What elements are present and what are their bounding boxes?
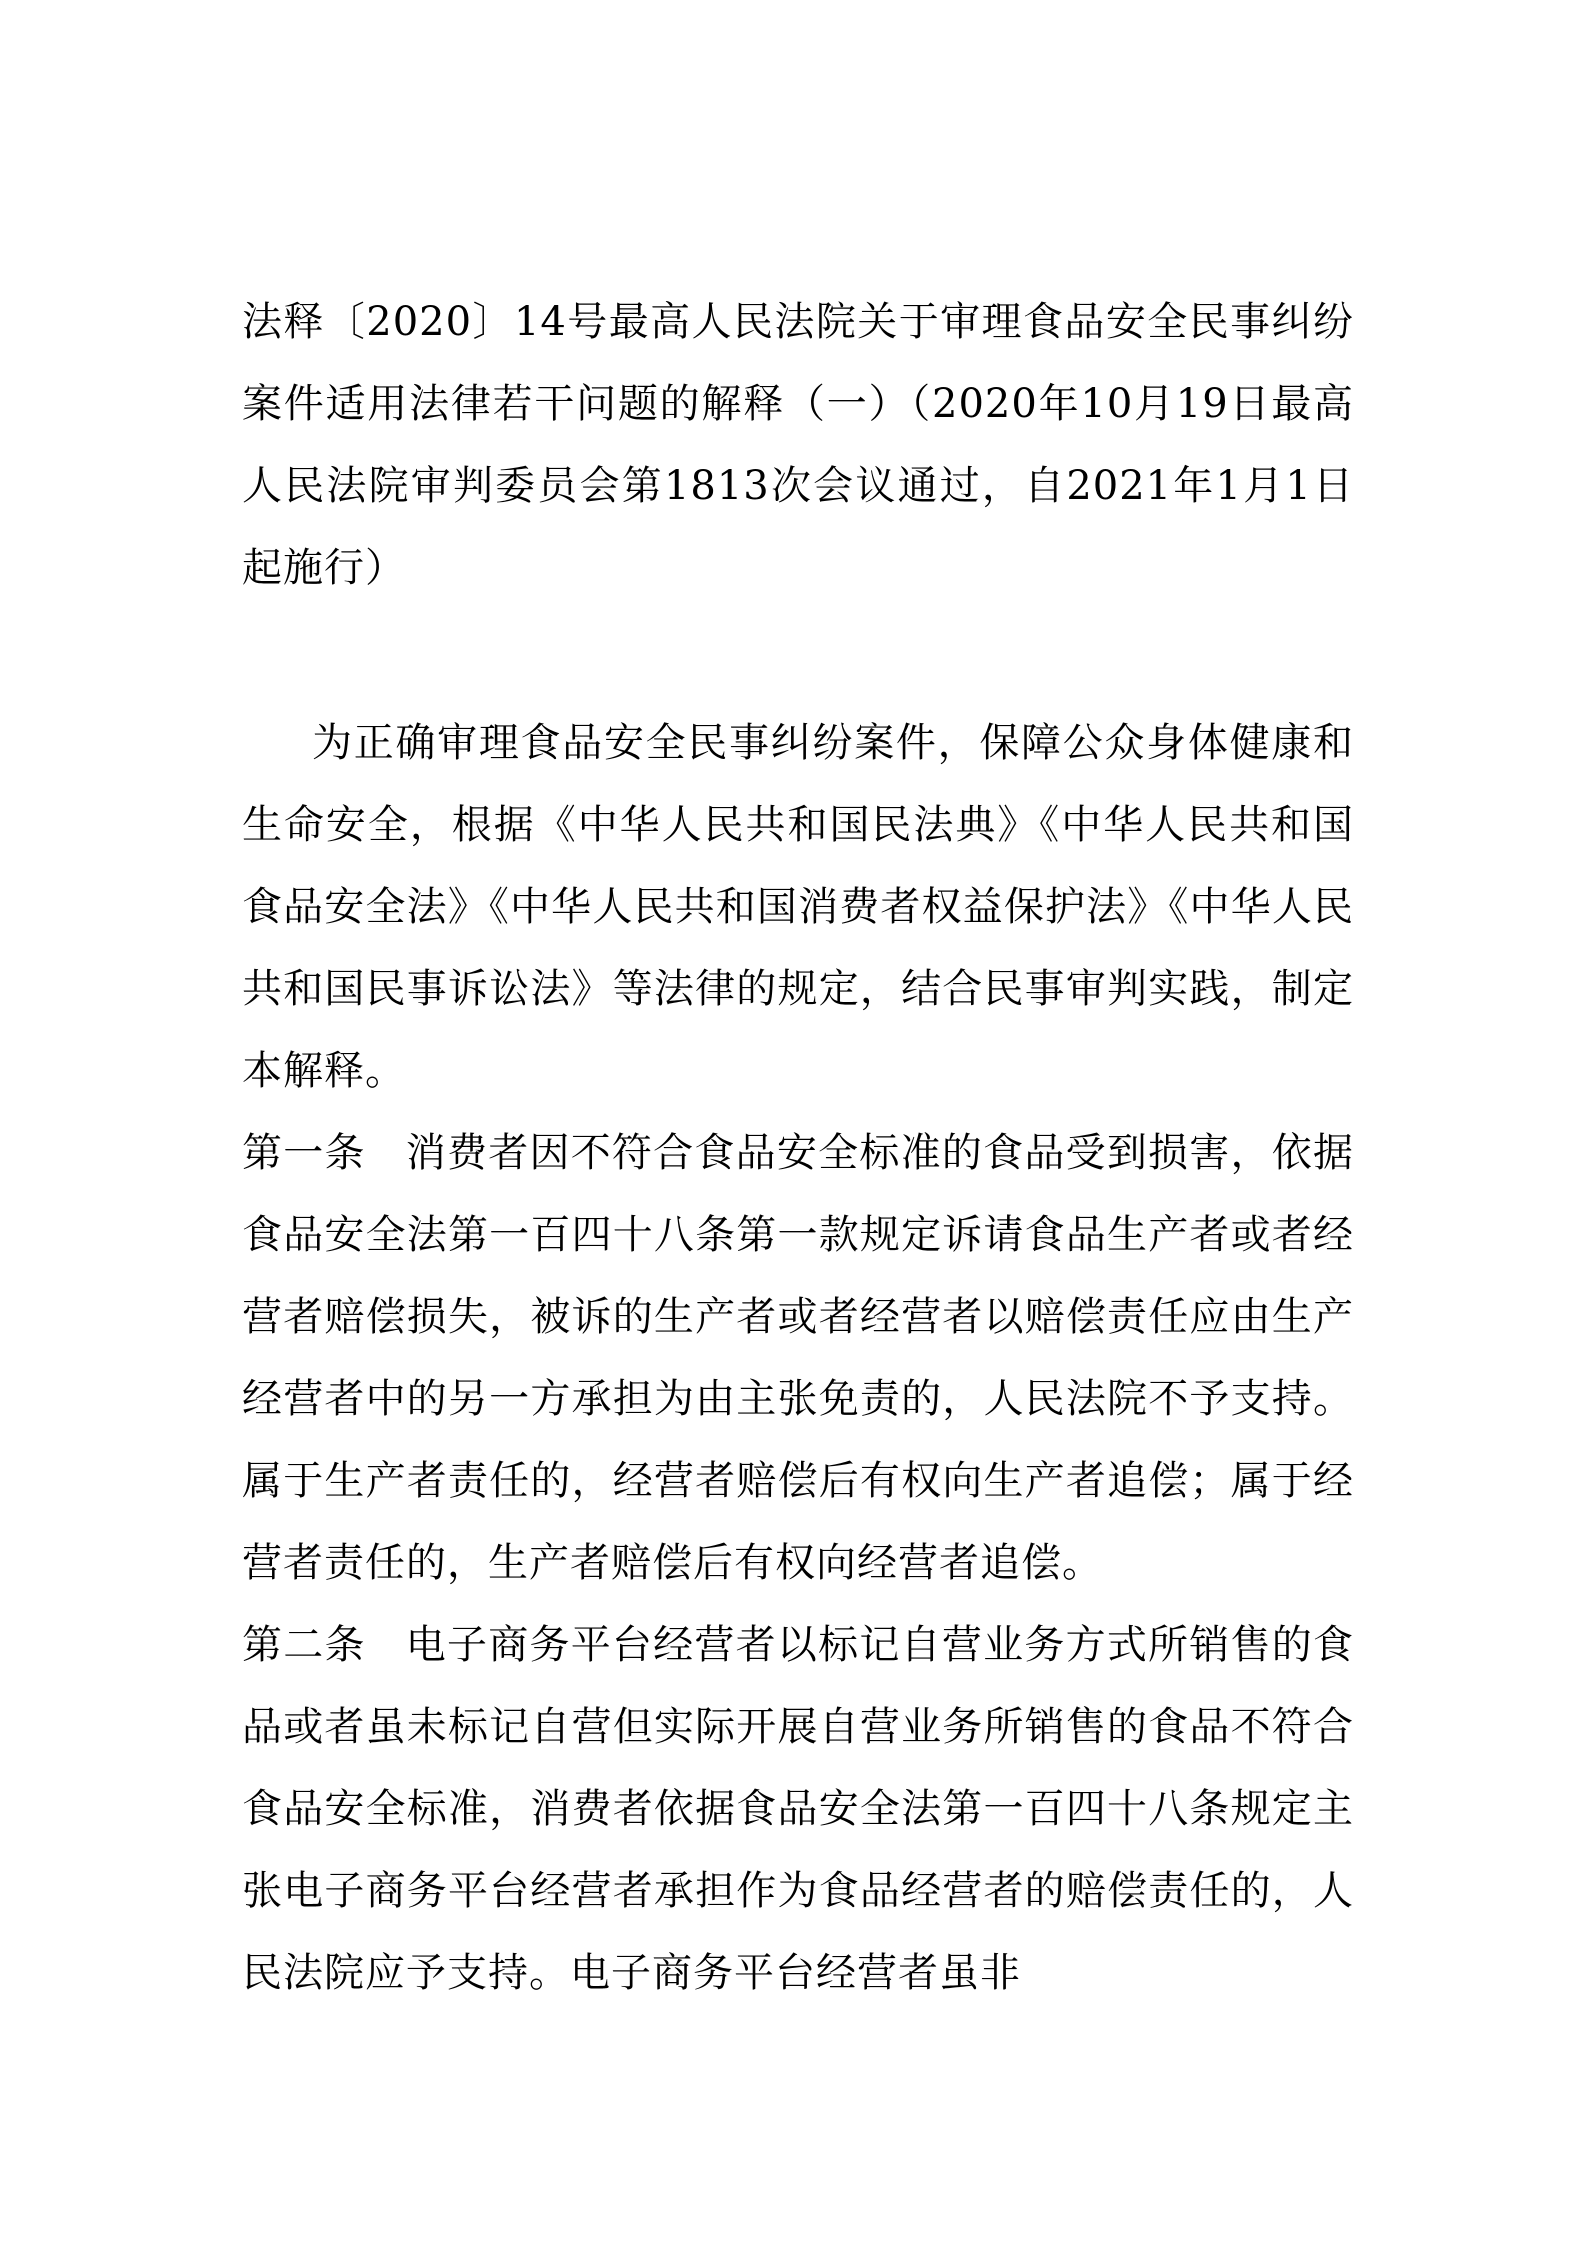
title-text: 法释〔2020〕14号最高人民法院关于审理食品安全民事纠纷案件适用法律若干问题的解释（一）（2020年10月19日最高人民法院审判委员会第1813次会议通过，自2021年1月1日起施行） (242, 299, 1354, 591)
preamble (242, 702, 1354, 1112)
articles-list (242, 1112, 1354, 2014)
article-2 (242, 1604, 1354, 2014)
preamble-text: 为正确审理食品安全民事纠纷案件，保障公众身体健康和生命安全，根据《中华人民共和国民法典》《中华人民共和国食品安全法》《中华人民共和国消费者权益保护法》《中华人民共和国民事诉讼法》等法律的规定，结合民事审判实践，制定本解释。 (242, 720, 1354, 1094)
article-2-number: 第二条 (242, 1622, 366, 1668)
article-2-text: 电子商务平台经营者以标记自营业务方式所销售的食品或者虽未标记自营但实际开展自营业务所销售的食品不符合食品安全标准，消费者依据食品安全法第一百四十八条规定主张电子商务平台经营者承担作为食品经营者的赔偿责任的，人民法院应予支持。电子商务平台经营者虽非 (242, 1622, 1355, 1996)
article-1-text: 消费者因不符合食品安全标准的食品受到损害，依据食品安全法第一百四十八条第一款规定诉请食品生产者或者经营者赔偿损失，被诉的生产者或者经营者以赔偿责任应由生产经营者中的另一方承担为由主张免责的，人民法院不予支持。属于生产者责任的，经营者赔偿后有权向生产者追偿；属于经营者责任的，生产者赔偿后有权向经营者追偿。 (242, 1130, 1355, 1586)
article-1-number: 第一条 (242, 1130, 366, 1176)
article-1 (242, 1112, 1354, 1604)
document-title (242, 281, 1354, 609)
